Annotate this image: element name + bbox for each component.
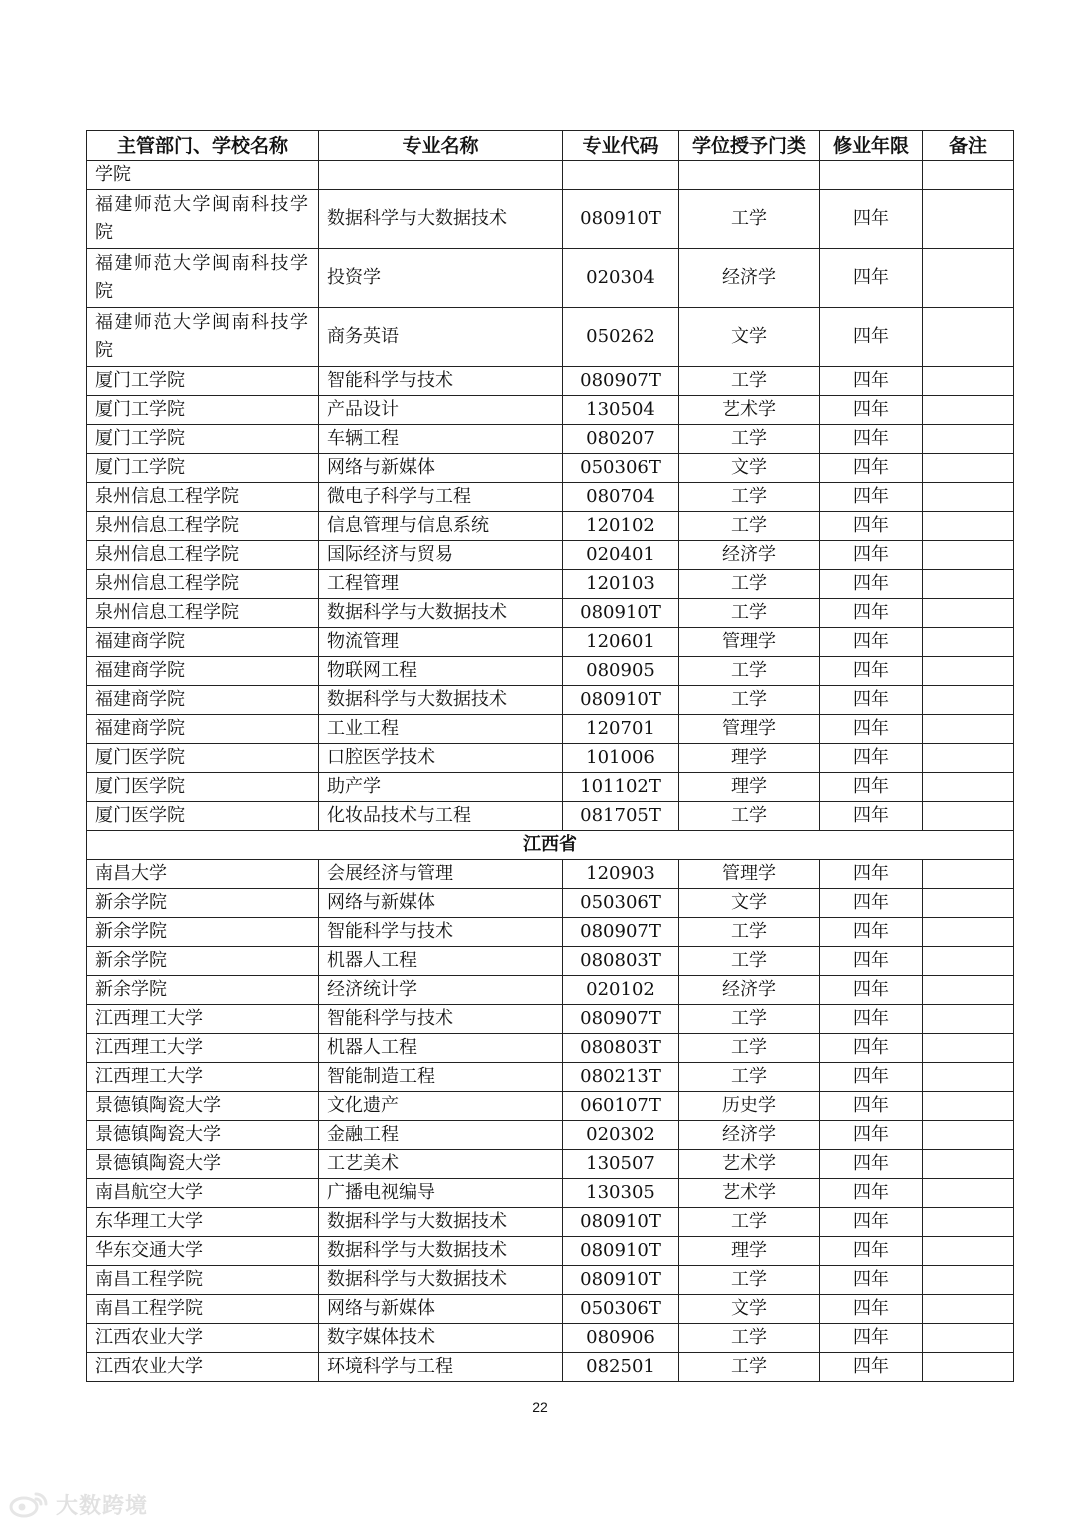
cell-note <box>923 425 1014 454</box>
cell-major: 车辆工程 <box>319 425 563 454</box>
province-heading: 江西省 <box>87 831 1014 860</box>
cell-years: 四年 <box>820 1063 923 1092</box>
cell-school: 新余学院 <box>87 889 319 918</box>
cell-school: 景德镇陶瓷大学 <box>87 1092 319 1121</box>
cell-note <box>923 715 1014 744</box>
cell-degree: 工学 <box>679 1005 820 1034</box>
header-years: 修业年限 <box>820 131 923 161</box>
table-row <box>87 1266 1014 1295</box>
cell-code: 080803T <box>563 947 679 976</box>
table-row <box>87 308 1014 367</box>
cell-code: 020302 <box>563 1121 679 1150</box>
cell-note <box>923 1005 1014 1034</box>
table-row <box>87 1092 1014 1121</box>
cell-school: 景德镇陶瓷大学 <box>87 1121 319 1150</box>
cell-school: 厦门工学院 <box>87 425 319 454</box>
cell-code <box>563 161 679 190</box>
cell-degree: 工学 <box>679 483 820 512</box>
cell-school: 南昌大学 <box>87 860 319 889</box>
cell-note <box>923 1324 1014 1353</box>
cell-major: 数据科学与大数据技术 <box>319 190 563 249</box>
cell-note <box>923 308 1014 367</box>
cell-major: 文化遗产 <box>319 1092 563 1121</box>
cell-code: 060107T <box>563 1092 679 1121</box>
cell-degree: 历史学 <box>679 1092 820 1121</box>
cell-note <box>923 918 1014 947</box>
cell-note <box>923 657 1014 686</box>
cell-note <box>923 1208 1014 1237</box>
cell-degree: 管理学 <box>679 628 820 657</box>
cell-note <box>923 367 1014 396</box>
cell-years: 四年 <box>820 599 923 628</box>
cell-major: 智能科学与技术 <box>319 367 563 396</box>
jiangxi-section <box>87 860 1014 1382</box>
cell-school: 厦门医学院 <box>87 802 319 831</box>
cell-school: 福建商学院 <box>87 657 319 686</box>
cell-years: 四年 <box>820 249 923 308</box>
cell-school: 福建商学院 <box>87 628 319 657</box>
cell-note <box>923 190 1014 249</box>
cell-code: 080907T <box>563 918 679 947</box>
cell-code: 120601 <box>563 628 679 657</box>
cell-school: 江西农业大学 <box>87 1353 319 1382</box>
cell-degree: 工学 <box>679 802 820 831</box>
cell-major: 助产学 <box>319 773 563 802</box>
table-row <box>87 190 1014 249</box>
cell-code: 050262 <box>563 308 679 367</box>
cell-code: 080213T <box>563 1063 679 1092</box>
cell-school: 厦门工学院 <box>87 454 319 483</box>
cell-major: 工程管理 <box>319 570 563 599</box>
cell-note <box>923 570 1014 599</box>
cell-years: 四年 <box>820 860 923 889</box>
cell-years: 四年 <box>820 308 923 367</box>
cell-years: 四年 <box>820 947 923 976</box>
cell-years: 四年 <box>820 541 923 570</box>
cell-school: 厦门工学院 <box>87 367 319 396</box>
table-row <box>87 1150 1014 1179</box>
cell-school: 厦门医学院 <box>87 773 319 802</box>
table-row <box>87 1063 1014 1092</box>
cell-code: 080910T <box>563 1266 679 1295</box>
cell-years: 四年 <box>820 512 923 541</box>
cell-degree: 工学 <box>679 1324 820 1353</box>
cell-degree: 工学 <box>679 512 820 541</box>
cell-degree: 工学 <box>679 1208 820 1237</box>
cell-degree: 工学 <box>679 1034 820 1063</box>
cell-degree: 理学 <box>679 1237 820 1266</box>
weibo-logo-icon <box>8 1488 52 1520</box>
cell-years: 四年 <box>820 454 923 483</box>
cell-years: 四年 <box>820 1266 923 1295</box>
cell-school: 江西理工大学 <box>87 1005 319 1034</box>
cell-school: 新余学院 <box>87 947 319 976</box>
table-row <box>87 249 1014 308</box>
cell-school: 江西理工大学 <box>87 1034 319 1063</box>
cell-school: 泉州信息工程学院 <box>87 541 319 570</box>
continuation-row <box>87 161 1014 190</box>
cell-code: 020401 <box>563 541 679 570</box>
table-row <box>87 976 1014 1005</box>
table-row <box>87 1208 1014 1237</box>
watermark-text: 大数跨境 <box>56 1493 149 1519</box>
cell-major: 数字媒体技术 <box>319 1324 563 1353</box>
cell-years: 四年 <box>820 190 923 249</box>
cell-years <box>820 161 923 190</box>
cell-note <box>923 744 1014 773</box>
table-row <box>87 889 1014 918</box>
cell-note <box>923 860 1014 889</box>
cell-years: 四年 <box>820 802 923 831</box>
cell-degree: 文学 <box>679 1295 820 1324</box>
cell-major: 网络与新媒体 <box>319 889 563 918</box>
cell-note <box>923 396 1014 425</box>
cell-major: 环境科学与工程 <box>319 1353 563 1382</box>
province-row <box>87 831 1014 860</box>
cell-years: 四年 <box>820 657 923 686</box>
table-row <box>87 570 1014 599</box>
cell-code: 130504 <box>563 396 679 425</box>
cell-degree: 经济学 <box>679 1121 820 1150</box>
cell-major: 经济统计学 <box>319 976 563 1005</box>
cell-code: 130305 <box>563 1179 679 1208</box>
cell-degree: 艺术学 <box>679 396 820 425</box>
header-degree: 学位授予门类 <box>679 131 820 161</box>
cell-code: 120103 <box>563 570 679 599</box>
table-row <box>87 744 1014 773</box>
cell-major: 工业工程 <box>319 715 563 744</box>
cell-major: 网络与新媒体 <box>319 1295 563 1324</box>
cell-major: 数据科学与大数据技术 <box>319 1266 563 1295</box>
header-major: 专业名称 <box>319 131 563 161</box>
header-note: 备注 <box>923 131 1014 161</box>
cell-major: 商务英语 <box>319 308 563 367</box>
province-section-heading <box>87 831 1014 860</box>
table-row <box>87 483 1014 512</box>
cell-code: 080910T <box>563 686 679 715</box>
cell-degree: 工学 <box>679 918 820 947</box>
cell-school: 学院 <box>87 161 319 190</box>
cell-degree: 艺术学 <box>679 1150 820 1179</box>
table-row <box>87 947 1014 976</box>
table-row <box>87 686 1014 715</box>
table-row <box>87 599 1014 628</box>
table-row <box>87 918 1014 947</box>
cell-degree: 工学 <box>679 657 820 686</box>
table-row <box>87 657 1014 686</box>
table-row <box>87 628 1014 657</box>
table-row <box>87 860 1014 889</box>
cell-code: 080907T <box>563 367 679 396</box>
cell-note <box>923 454 1014 483</box>
cell-degree: 工学 <box>679 947 820 976</box>
cell-major: 智能科学与技术 <box>319 1005 563 1034</box>
table-row <box>87 1353 1014 1382</box>
cell-code: 120903 <box>563 860 679 889</box>
table-row <box>87 773 1014 802</box>
cell-years: 四年 <box>820 628 923 657</box>
majors-table <box>86 130 1014 1382</box>
cell-degree: 文学 <box>679 308 820 367</box>
cell-degree: 理学 <box>679 744 820 773</box>
cell-major: 数据科学与大数据技术 <box>319 686 563 715</box>
cell-note <box>923 976 1014 1005</box>
cell-school: 泉州信息工程学院 <box>87 512 319 541</box>
cell-major: 物联网工程 <box>319 657 563 686</box>
cell-major <box>319 161 563 190</box>
cell-degree: 工学 <box>679 190 820 249</box>
cell-years: 四年 <box>820 1121 923 1150</box>
cell-major: 会展经济与管理 <box>319 860 563 889</box>
cell-degree <box>679 161 820 190</box>
table-row <box>87 1179 1014 1208</box>
cell-years: 四年 <box>820 367 923 396</box>
cell-code: 081705T <box>563 802 679 831</box>
cell-school: 江西农业大学 <box>87 1324 319 1353</box>
cell-code: 080910T <box>563 599 679 628</box>
cell-note <box>923 1237 1014 1266</box>
cell-school: 泉州信息工程学院 <box>87 570 319 599</box>
cell-note <box>923 1063 1014 1092</box>
cell-years: 四年 <box>820 686 923 715</box>
cell-school: 南昌工程学院 <box>87 1266 319 1295</box>
cell-code: 020304 <box>563 249 679 308</box>
cell-years: 四年 <box>820 570 923 599</box>
table-row <box>87 1324 1014 1353</box>
cell-note <box>923 628 1014 657</box>
cell-years: 四年 <box>820 715 923 744</box>
cell-note <box>923 512 1014 541</box>
cell-note <box>923 686 1014 715</box>
cell-major: 产品设计 <box>319 396 563 425</box>
cell-major: 网络与新媒体 <box>319 454 563 483</box>
cell-major: 物流管理 <box>319 628 563 657</box>
cell-major: 金融工程 <box>319 1121 563 1150</box>
cell-note <box>923 773 1014 802</box>
cell-school: 福建商学院 <box>87 686 319 715</box>
cell-years: 四年 <box>820 1150 923 1179</box>
cell-school: 厦门医学院 <box>87 744 319 773</box>
cell-code: 050306T <box>563 889 679 918</box>
table-header-row <box>87 131 1014 161</box>
cell-years: 四年 <box>820 744 923 773</box>
cell-note <box>923 483 1014 512</box>
cell-major: 工艺美术 <box>319 1150 563 1179</box>
cell-years: 四年 <box>820 396 923 425</box>
cell-school: 福建师范大学闽南科技学院 <box>87 190 319 249</box>
table-row <box>87 367 1014 396</box>
cell-note <box>923 249 1014 308</box>
header-school: 主管部门、学校名称 <box>87 131 319 161</box>
cell-school: 东华理工大学 <box>87 1208 319 1237</box>
cell-note <box>923 541 1014 570</box>
cell-code: 020102 <box>563 976 679 1005</box>
cell-note <box>923 889 1014 918</box>
fujian-section <box>87 161 1014 831</box>
header-code: 专业代码 <box>563 131 679 161</box>
cell-note <box>923 1034 1014 1063</box>
cell-school: 厦门工学院 <box>87 396 319 425</box>
cell-code: 080907T <box>563 1005 679 1034</box>
cell-major: 化妆品技术与工程 <box>319 802 563 831</box>
table-row <box>87 541 1014 570</box>
cell-note <box>923 1266 1014 1295</box>
cell-note <box>923 599 1014 628</box>
table-row <box>87 512 1014 541</box>
cell-years: 四年 <box>820 1208 923 1237</box>
cell-code: 120701 <box>563 715 679 744</box>
cell-major: 广播电视编导 <box>319 1179 563 1208</box>
cell-school: 福建师范大学闽南科技学院 <box>87 249 319 308</box>
cell-note <box>923 1092 1014 1121</box>
cell-degree: 工学 <box>679 599 820 628</box>
cell-major: 信息管理与信息系统 <box>319 512 563 541</box>
cell-major: 机器人工程 <box>319 947 563 976</box>
table-row <box>87 1034 1014 1063</box>
cell-school: 泉州信息工程学院 <box>87 599 319 628</box>
cell-note <box>923 802 1014 831</box>
cell-code: 050306T <box>563 454 679 483</box>
cell-major: 智能科学与技术 <box>319 918 563 947</box>
cell-years: 四年 <box>820 889 923 918</box>
cell-years: 四年 <box>820 1353 923 1382</box>
cell-code: 101102T <box>563 773 679 802</box>
cell-major: 投资学 <box>319 249 563 308</box>
cell-major: 智能制造工程 <box>319 1063 563 1092</box>
cell-years: 四年 <box>820 483 923 512</box>
page-number: 22 <box>532 1399 548 1415</box>
cell-degree: 工学 <box>679 367 820 396</box>
cell-degree: 工学 <box>679 570 820 599</box>
cell-degree: 经济学 <box>679 541 820 570</box>
table-row <box>87 454 1014 483</box>
cell-school: 南昌航空大学 <box>87 1179 319 1208</box>
cell-degree: 经济学 <box>679 249 820 308</box>
cell-years: 四年 <box>820 1092 923 1121</box>
cell-years: 四年 <box>820 1179 923 1208</box>
cell-years: 四年 <box>820 773 923 802</box>
cell-major: 国际经济与贸易 <box>319 541 563 570</box>
cell-degree: 工学 <box>679 425 820 454</box>
table-row <box>87 1295 1014 1324</box>
cell-code: 130507 <box>563 1150 679 1179</box>
cell-code: 080906 <box>563 1324 679 1353</box>
cell-degree: 经济学 <box>679 976 820 1005</box>
cell-code: 080910T <box>563 190 679 249</box>
cell-major: 口腔医学技术 <box>319 744 563 773</box>
cell-major: 微电子科学与工程 <box>319 483 563 512</box>
cell-degree: 艺术学 <box>679 1179 820 1208</box>
cell-years: 四年 <box>820 976 923 1005</box>
cell-code: 050306T <box>563 1295 679 1324</box>
cell-years: 四年 <box>820 1034 923 1063</box>
cell-degree: 工学 <box>679 686 820 715</box>
cell-major: 数据科学与大数据技术 <box>319 1237 563 1266</box>
cell-degree: 文学 <box>679 889 820 918</box>
cell-major: 机器人工程 <box>319 1034 563 1063</box>
cell-school: 新余学院 <box>87 918 319 947</box>
cell-note <box>923 1353 1014 1382</box>
cell-note <box>923 161 1014 190</box>
cell-school: 新余学院 <box>87 976 319 1005</box>
cell-years: 四年 <box>820 1237 923 1266</box>
cell-code: 080704 <box>563 483 679 512</box>
cell-degree: 工学 <box>679 1266 820 1295</box>
cell-years: 四年 <box>820 918 923 947</box>
cell-major: 数据科学与大数据技术 <box>319 599 563 628</box>
cell-degree: 文学 <box>679 454 820 483</box>
cell-school: 江西理工大学 <box>87 1063 319 1092</box>
table-row <box>87 715 1014 744</box>
cell-degree: 管理学 <box>679 860 820 889</box>
cell-degree: 管理学 <box>679 715 820 744</box>
watermark <box>8 1488 148 1520</box>
cell-code: 101006 <box>563 744 679 773</box>
cell-degree: 工学 <box>679 1353 820 1382</box>
table-row <box>87 802 1014 831</box>
cell-years: 四年 <box>820 425 923 454</box>
cell-years: 四年 <box>820 1295 923 1324</box>
table-row <box>87 1005 1014 1034</box>
cell-school: 福建商学院 <box>87 715 319 744</box>
cell-code: 080803T <box>563 1034 679 1063</box>
cell-note <box>923 1121 1014 1150</box>
cell-code: 120102 <box>563 512 679 541</box>
cell-years: 四年 <box>820 1005 923 1034</box>
table-row <box>87 396 1014 425</box>
cell-code: 080207 <box>563 425 679 454</box>
cell-school: 景德镇陶瓷大学 <box>87 1150 319 1179</box>
table-row <box>87 425 1014 454</box>
cell-degree: 工学 <box>679 1063 820 1092</box>
cell-school: 南昌工程学院 <box>87 1295 319 1324</box>
cell-note <box>923 947 1014 976</box>
cell-note <box>923 1295 1014 1324</box>
table-row <box>87 1237 1014 1266</box>
cell-years: 四年 <box>820 1324 923 1353</box>
cell-code: 080910T <box>563 1237 679 1266</box>
cell-code: 082501 <box>563 1353 679 1382</box>
cell-school: 福建师范大学闽南科技学院 <box>87 308 319 367</box>
cell-code: 080905 <box>563 657 679 686</box>
cell-note <box>923 1150 1014 1179</box>
table-row <box>87 1121 1014 1150</box>
cell-degree: 理学 <box>679 773 820 802</box>
cell-code: 080910T <box>563 1208 679 1237</box>
cell-note <box>923 1179 1014 1208</box>
cell-school: 泉州信息工程学院 <box>87 483 319 512</box>
cell-school: 华东交通大学 <box>87 1237 319 1266</box>
cell-major: 数据科学与大数据技术 <box>319 1208 563 1237</box>
